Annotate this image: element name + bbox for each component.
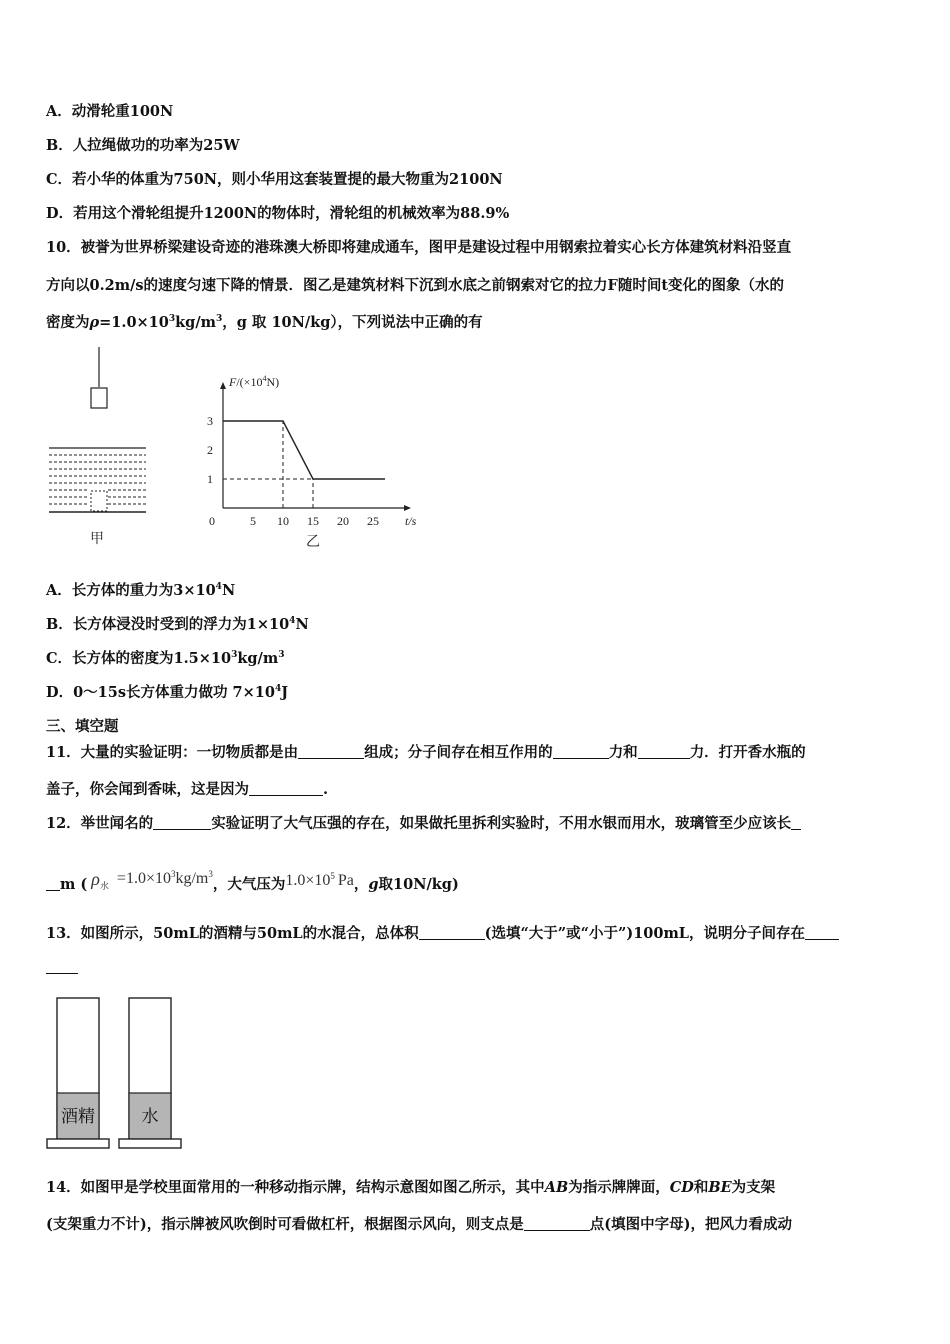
figure-jia-label: 甲	[90, 532, 104, 547]
q13-line2	[46, 958, 78, 978]
q14-text: 和	[693, 1179, 709, 1196]
q11-line2	[46, 780, 328, 800]
x-tick-label: 5	[250, 514, 256, 528]
fill-blank[interactable]	[153, 815, 211, 830]
exponent: 3	[170, 869, 176, 879]
q14-line1	[46, 1178, 775, 1198]
g-symbol: g	[368, 876, 379, 893]
water-label: 水	[141, 1107, 159, 1127]
q12-line2	[46, 869, 459, 897]
x-tick-label: 15	[307, 514, 319, 528]
q10-density-unit: kg/m	[175, 314, 216, 331]
q9-option-c: C．若小华的体重为750N，则小华用这套装置提的最大物重为2100N	[46, 171, 503, 188]
x-tick-label: 0	[209, 514, 215, 528]
q12-text: 12．举世闻名的	[46, 815, 154, 832]
q10-text: ，g 取 10N/kg），下列说法中正确的有	[222, 314, 483, 331]
q12-text: ，大气压为	[212, 876, 286, 893]
y-tick-label: 3	[207, 414, 213, 428]
x-tick-label: 20	[337, 514, 349, 528]
q9-option-d: D．若用这个滑轮组提升1200N的物体时，滑轮组的机械效率为88.9%	[46, 205, 510, 222]
q11-text: 力．打开香水瓶的	[689, 744, 806, 761]
pressure-unit: Pa	[337, 872, 354, 889]
q13-line1	[46, 924, 839, 944]
q14-text: 为指示牌牌面，	[568, 1179, 670, 1196]
fill-blank[interactable]	[805, 925, 839, 940]
figure-yi-chart	[195, 370, 420, 550]
q11-text: 11．大量的实验证明：一切物质都是由	[46, 744, 299, 761]
option-unit: N	[295, 616, 309, 633]
cylinder-base	[119, 1139, 181, 1148]
option-text: A．长方体的重力为3×10	[46, 582, 216, 599]
exponent: 4	[274, 684, 282, 694]
figure-cylinders	[44, 996, 184, 1154]
option-text: D．0～15s长方体重力做功 7×10	[46, 684, 275, 701]
pressure-value: 1.0×10	[285, 872, 331, 889]
q14-text: 点(填图中字母)，把风力看成动	[589, 1216, 792, 1233]
x-axis-label: t/s	[405, 514, 417, 528]
label-be: BE	[708, 1179, 732, 1196]
q12-text: 取10N/kg)	[378, 876, 459, 893]
q14-text: 为支架	[731, 1179, 776, 1196]
fill-blank[interactable]	[638, 744, 690, 759]
label-cd: CD	[669, 1179, 694, 1196]
cylinder-base	[47, 1139, 109, 1148]
q11-text: 力和	[608, 744, 638, 761]
q11-text: 组成；分子间存在相互作用的	[364, 744, 553, 761]
exponent: 5	[330, 871, 335, 881]
fill-blank[interactable]	[46, 959, 78, 974]
fill-blank[interactable]	[298, 744, 364, 759]
q12-text: ，	[353, 876, 369, 893]
exponent: 4	[289, 616, 296, 626]
q11-text: 盖子，你会闻到香味，这是因为	[46, 781, 249, 798]
q13-text: 13．如图所示，50mL的酒精与50mL的水混合，总体积	[46, 925, 419, 942]
y-axis-label: $F/(\times 10^4N)$	[229, 374, 280, 389]
fill-blank[interactable]	[249, 781, 323, 796]
fill-blank[interactable]	[524, 1216, 590, 1231]
x-axis-arrow	[404, 505, 411, 511]
rho-symbol: ρ	[91, 869, 100, 889]
submerged-block	[91, 491, 107, 511]
rho-symbol: ρ	[89, 314, 100, 331]
q10-option-c	[46, 649, 284, 669]
q10-density-value: =1.0×10	[99, 314, 169, 331]
water-density-value: =1.0×10	[116, 870, 171, 887]
q14-text: 14．如图甲是学校里面常用的一种移动指示牌，结构示意图如图乙所示，其中	[46, 1179, 545, 1196]
q10-stem-line2: 方向以0.2m/s的速度匀速下降的情景．图乙是建筑材料下沉到水底之前钢索对它的拉力F随时间t变化的图象（水的	[46, 277, 785, 294]
fill-blank[interactable]	[46, 876, 60, 891]
q10-stem-line1: 10．被誉为世界桥梁建设奇迹的港珠澳大桥即将建成通车，图甲是建设过程中用钢索拉着实心长方体建筑材料沿竖直	[46, 239, 792, 256]
fill-blank[interactable]	[553, 744, 609, 759]
q10-option-b	[46, 615, 309, 635]
q12-line1	[46, 814, 801, 834]
q10-option-a	[46, 581, 235, 601]
q14-line2	[46, 1215, 792, 1235]
fill-blank[interactable]	[419, 925, 485, 940]
option-text: B．长方体浸没时受到的浮力为1×10	[46, 616, 290, 633]
exponent: 3	[215, 314, 223, 324]
x-tick-label: 25	[367, 514, 379, 528]
exponent: 3	[278, 650, 285, 660]
option-unit: N	[221, 582, 236, 599]
x-tick-label: 10	[277, 514, 289, 528]
y-tick-label: 2	[207, 443, 213, 457]
q12-text: m (	[60, 876, 88, 893]
q10-option-d	[46, 683, 288, 703]
q11-line1	[46, 743, 806, 763]
y-axis-arrow	[220, 382, 226, 389]
series-line-F	[223, 421, 385, 479]
rho-subscript: 水	[99, 881, 109, 891]
q14-text: (支架重力不计)，指示牌被风吹倒时可看做杠杆，根据图示风向，则支点是	[46, 1216, 524, 1233]
option-unit: kg/m	[237, 650, 279, 667]
q10-stem-line3	[46, 313, 483, 333]
y-tick-label: 1	[207, 472, 213, 486]
fill-blank[interactable]	[791, 815, 801, 830]
exponent: 3	[168, 314, 176, 324]
section-title: 三、填空题	[46, 718, 119, 735]
q13-text: (选填“大于”或“小于”)100mL，说明分子间存在	[484, 925, 805, 942]
water-density-unit: kg/m	[175, 870, 209, 887]
q12-text: 实验证明了大气压强的存在，如果做托里拆利实验时，不用水银而用水，玻璃管至少应该长	[211, 815, 792, 832]
figure-jia	[44, 345, 154, 550]
block	[91, 388, 107, 408]
label-ab: AB	[544, 1179, 569, 1196]
exponent: 3	[231, 650, 238, 660]
exponent: 4	[215, 582, 222, 592]
figure-yi-label: 乙	[306, 535, 320, 550]
q11-text: .	[323, 781, 329, 798]
q9-option-a: A．动滑轮重100N	[46, 103, 174, 120]
alcohol-label: 酒精	[61, 1107, 95, 1127]
option-unit: J	[281, 684, 289, 701]
option-text: C．长方体的密度为1.5×10	[46, 650, 232, 667]
q9-option-b: B．人拉绳做功的功率为25W	[46, 137, 240, 154]
exponent: 3	[208, 869, 213, 879]
q10-text: 密度为	[46, 314, 90, 331]
